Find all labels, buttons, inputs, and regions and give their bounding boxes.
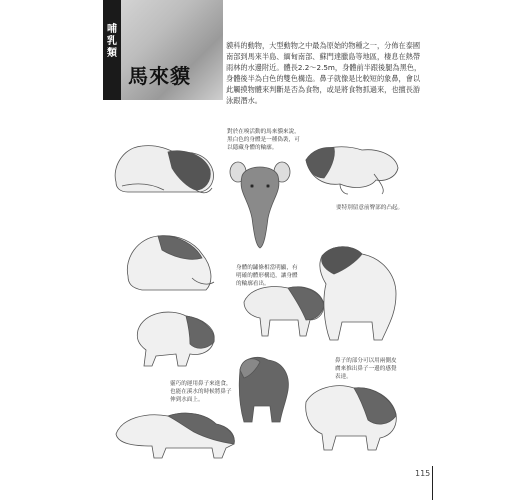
species-description: 貘科的動物，大型動物之中最為原始的物種之一，分佈在泰國南部到馬來半島、緬甸南部、蘇門達臘島等地區，棲息在熱帶雨林的水邊附近。體長2.2～2.5m，身體前半跟後腿為黑色，身體後半為白色的雙色構造。鼻子就像是比較短的象鼻，會以此觸摸物體來判斷是否為食物，或是將食物抓過來，也擅長游泳跟潛水。 <box>226 41 422 105</box>
note-ears: 身體的鏽條相當明顯，有明確的體形構造，讓身體的輪廓看出。 <box>236 265 298 287</box>
tapir-sleeping-sketch <box>118 224 218 296</box>
note-walk: 靈巧的運用鼻子來進食，也能在溪水的時候將鼻子伸到水面上。 <box>170 381 232 403</box>
tapir-drinking-sketch <box>300 372 404 452</box>
note-trunk: 對於在嗅活動的馬來貘來說，黑白色的身體是一種偽裝，可以隱藏身體的輪廓。 <box>227 129 300 151</box>
tapir-lying-sketch <box>108 132 220 198</box>
tapir-young-sketch <box>232 350 294 426</box>
category-label: 哺乳類 <box>107 24 117 59</box>
page-fold-line <box>432 466 433 500</box>
tapir-sitting-sketch <box>130 300 220 370</box>
page-number: 115 <box>415 469 431 478</box>
tapir-face-sketch <box>228 158 292 254</box>
page-title: 馬來貘 <box>128 64 191 88</box>
tapir-grazing-sketch <box>110 404 240 460</box>
note-swim: 鼻子的部分可以用兩側皮膚來推出鼻子一邊的感覺表達。 <box>335 358 397 380</box>
tapir-reclining-sketch <box>300 138 404 196</box>
tapir-standing-rear-sketch <box>312 240 402 346</box>
note-lips: 要特別留意前臀部的凸起。 <box>336 205 404 211</box>
